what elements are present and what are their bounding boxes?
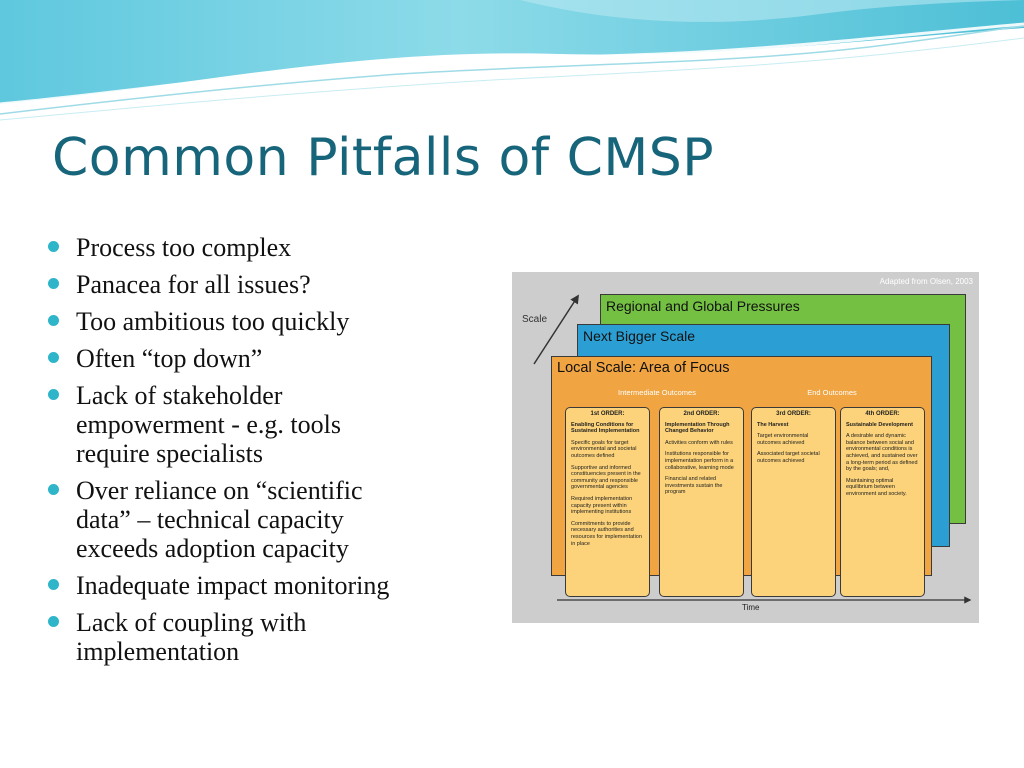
order-header: 1st ORDER: bbox=[590, 411, 625, 417]
order-line: Financial and related investments sustain the program bbox=[665, 476, 723, 496]
list-item bbox=[44, 608, 494, 666]
scale-diagram bbox=[512, 272, 979, 623]
bullet-text: Panacea for all issues? bbox=[76, 270, 311, 299]
page-title: Common Pitfalls of CMSP bbox=[52, 128, 715, 188]
order-header: 4th ORDER: bbox=[865, 411, 900, 417]
scale-axis-label: Scale bbox=[522, 314, 548, 325]
order-line: Institutions responsible for implementation perform in a collaborative, learning mode bbox=[665, 451, 734, 471]
bullet-text: Often “top down” bbox=[76, 344, 263, 373]
bullet-text: Too ambitious too quickly bbox=[76, 307, 350, 336]
bullet-list bbox=[44, 233, 494, 674]
list-item bbox=[44, 381, 494, 468]
order-header: 3rd ORDER: bbox=[776, 411, 811, 417]
bullet-text: Lack of coupling with implementation bbox=[76, 608, 307, 666]
bullet-dot-icon bbox=[48, 389, 59, 400]
order-box-1 bbox=[565, 407, 650, 597]
bullet-text: Process too complex bbox=[76, 233, 292, 262]
bullet-text: Over reliance on “scientific data” – technical capacity exceeds adoption capacity bbox=[76, 476, 363, 563]
order-line: Specific goals for target environmental and societal outcomes defined bbox=[571, 439, 637, 459]
order-line: A desirable and dynamic balance between social and environmental conditions is achieved, and sustained over a long-term period as defined by the goals; and, bbox=[846, 433, 918, 473]
order-box-4 bbox=[840, 407, 925, 597]
order-box-2 bbox=[659, 407, 744, 597]
intermediate-outcomes-label: Intermediate Outcomes bbox=[618, 388, 696, 397]
bullet-dot-icon bbox=[48, 352, 59, 363]
bullet-dot-icon bbox=[48, 241, 59, 252]
order-title: The Harvest bbox=[757, 421, 789, 428]
panel-title: Local Scale: Area of Focus bbox=[557, 360, 730, 376]
order-line: Maintaining optimal equilibrium between environment and society. bbox=[846, 477, 907, 497]
order-line: Required implementation capacity present within implementing institutions bbox=[571, 495, 633, 516]
order-line: Associated target societal outcomes achieved bbox=[757, 451, 820, 464]
scale-arrow-icon bbox=[534, 296, 578, 364]
time-axis-label: Time bbox=[742, 603, 760, 612]
order-line: Activities conform with rules bbox=[665, 439, 733, 446]
list-item bbox=[44, 233, 494, 262]
order-title: Implementation Through Changed Behavior bbox=[665, 421, 730, 435]
end-outcomes-label: End Outcomes bbox=[807, 388, 857, 397]
diagram-credit: Adapted from Olsen, 2003 bbox=[879, 277, 973, 286]
list-item bbox=[44, 476, 494, 563]
bullet-dot-icon bbox=[48, 315, 59, 326]
bullet-dot-icon bbox=[48, 579, 59, 590]
bullet-text: Inadequate impact monitoring bbox=[76, 571, 390, 600]
list-item bbox=[44, 344, 494, 373]
panel-title: Regional and Global Pressures bbox=[606, 298, 800, 314]
order-line: Commitments to provide necessary authorities and resources for implementation in place bbox=[571, 520, 642, 547]
order-line: Supportive and informed constituencies present in the community and responsible governmental agencies bbox=[571, 464, 641, 491]
order-title: Enabling Conditions for Sustained Implementation bbox=[571, 421, 640, 435]
bullet-text: Lack of stakeholder empowerment - e.g. tools require specialists bbox=[76, 381, 341, 468]
panel-title: Next Bigger Scale bbox=[583, 328, 696, 344]
list-item bbox=[44, 571, 494, 600]
wave-background bbox=[0, 0, 1024, 125]
order-header: 2nd ORDER: bbox=[683, 411, 720, 417]
bullet-dot-icon bbox=[48, 616, 59, 627]
bullet-dot-icon bbox=[48, 278, 59, 289]
bullet-dot-icon bbox=[48, 484, 59, 495]
list-item bbox=[44, 307, 494, 336]
list-item bbox=[44, 270, 494, 299]
order-title: Sustainable Development bbox=[846, 421, 913, 428]
order-box-3 bbox=[751, 407, 836, 597]
order-line: Target environmental outcomes achieved bbox=[757, 433, 809, 446]
